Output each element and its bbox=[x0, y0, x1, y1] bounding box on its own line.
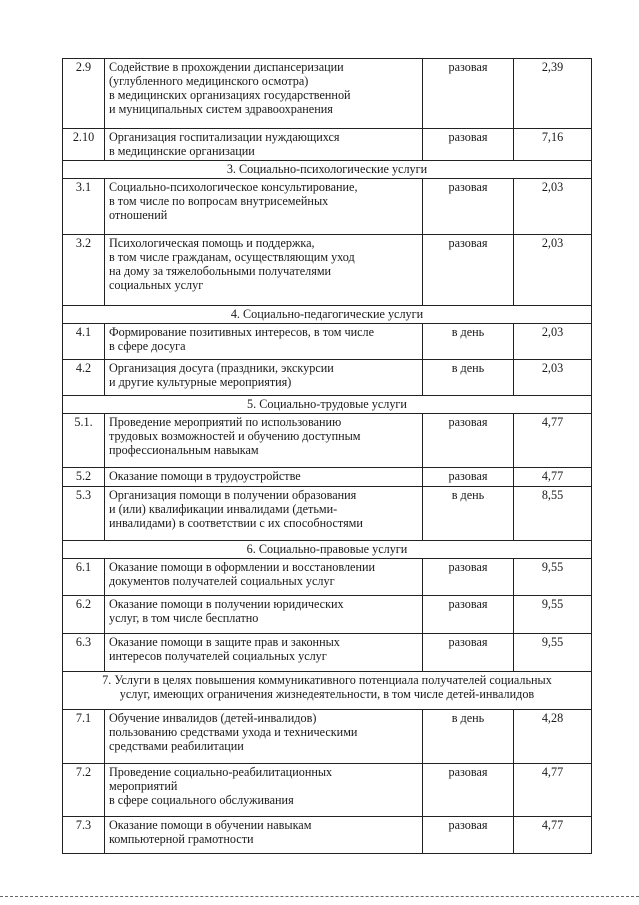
service-name-line: документов получателей социальных услуг bbox=[109, 574, 335, 588]
service-row bbox=[63, 817, 592, 854]
section-title-line: 6. Социально-правовые услуги bbox=[246, 542, 408, 556]
service-name-line: социальных услуг bbox=[109, 278, 204, 292]
service-name-line: Проведение мероприятий по использованию bbox=[109, 415, 342, 429]
service-name bbox=[105, 414, 423, 468]
service-name-line: Содействие в прохождении диспансеризации bbox=[109, 60, 344, 74]
service-name-line: Оказание помощи в получении юридических bbox=[109, 597, 344, 611]
service-row bbox=[63, 710, 592, 764]
service-price: 9,55 bbox=[514, 596, 592, 634]
service-number: 2.10 bbox=[63, 129, 105, 161]
service-price: 4,77 bbox=[514, 468, 592, 487]
service-number: 7.1 bbox=[63, 710, 105, 764]
service-name-line: в том числе по вопросам внутрисемейных bbox=[109, 194, 329, 208]
service-price: 2,03 bbox=[514, 179, 592, 235]
service-name-line: отношений bbox=[109, 208, 168, 222]
service-name-line: Оказание помощи в трудоустройстве bbox=[109, 469, 301, 483]
service-price: 2,03 bbox=[514, 360, 592, 396]
service-name bbox=[105, 817, 423, 854]
section-title-line: услуг, имеющих ограничения жизнедеятельности, в том числе детей-инвалидов bbox=[119, 687, 535, 701]
service-name-line: Психологическая помощь и поддержка, bbox=[109, 236, 315, 250]
service-row bbox=[63, 360, 592, 396]
service-name-line: инвалидами) в соответствии с их способностями bbox=[109, 516, 363, 530]
service-price: 9,55 bbox=[514, 634, 592, 672]
section-header-row bbox=[63, 396, 592, 414]
service-frequency: в день bbox=[423, 324, 514, 360]
service-name-line: профессиональным навыкам bbox=[109, 443, 259, 457]
service-frequency: разовая bbox=[423, 59, 514, 129]
service-frequency: в день bbox=[423, 360, 514, 396]
service-name-line: Оказание помощи в защите прав и законных bbox=[109, 635, 340, 649]
service-price: 2,39 bbox=[514, 59, 592, 129]
service-row bbox=[63, 764, 592, 817]
service-number: 4.1 bbox=[63, 324, 105, 360]
service-frequency: разовая bbox=[423, 596, 514, 634]
service-name-line: средствами реабилитации bbox=[109, 739, 244, 753]
service-row bbox=[63, 179, 592, 235]
service-name bbox=[105, 235, 423, 306]
service-name-line: в медицинских организациях государственной bbox=[109, 88, 351, 102]
section-title bbox=[63, 161, 592, 179]
service-name-line: Обучение инвалидов (детей-инвалидов) bbox=[109, 711, 317, 725]
service-row bbox=[63, 559, 592, 596]
service-row bbox=[63, 235, 592, 306]
service-row bbox=[63, 468, 592, 487]
section-title-line: 5. Социально-трудовые услуги bbox=[247, 397, 407, 411]
service-frequency: разовая bbox=[423, 468, 514, 487]
service-name-line: интересов получателей социальных услуг bbox=[109, 649, 327, 663]
service-number: 2.9 bbox=[63, 59, 105, 129]
section-title-line: 4. Социально-педагогические услуги bbox=[230, 307, 424, 321]
service-name-line: Оказание помощи в обучении навыкам bbox=[109, 818, 312, 832]
section-title bbox=[63, 306, 592, 324]
service-name-line: трудовых возможностей и обучению доступным bbox=[109, 429, 361, 443]
service-price: 4,77 bbox=[514, 817, 592, 854]
service-frequency: разовая bbox=[423, 559, 514, 596]
service-frequency: разовая bbox=[423, 764, 514, 817]
service-price: 2,03 bbox=[514, 324, 592, 360]
service-name bbox=[105, 710, 423, 764]
service-name-line: Оказание помощи в оформлении и восстановлении bbox=[109, 560, 376, 574]
service-price: 9,55 bbox=[514, 559, 592, 596]
section-title bbox=[63, 672, 592, 710]
service-name-line: пользованию средствами ухода и техническими bbox=[109, 725, 358, 739]
service-number: 7.2 bbox=[63, 764, 105, 817]
service-name bbox=[105, 634, 423, 672]
service-name bbox=[105, 179, 423, 235]
service-name-line: компьютерной грамотности bbox=[109, 832, 254, 846]
service-row bbox=[63, 129, 592, 161]
section-header-row bbox=[63, 306, 592, 324]
service-name bbox=[105, 764, 423, 817]
service-frequency: разовая bbox=[423, 235, 514, 306]
service-name-line: услуг, в том числе бесплатно bbox=[109, 611, 259, 625]
service-frequency: в день bbox=[423, 487, 514, 541]
section-title-line: 3. Социально-психологические услуги bbox=[226, 162, 428, 176]
service-name-line: Организация досуга (праздники, экскурсии bbox=[109, 361, 334, 375]
service-frequency: разовая bbox=[423, 129, 514, 161]
service-number: 6.2 bbox=[63, 596, 105, 634]
service-row bbox=[63, 59, 592, 129]
service-name-line: и другие культурные мероприятия) bbox=[109, 375, 292, 389]
service-name bbox=[105, 468, 423, 487]
service-frequency: разовая bbox=[423, 817, 514, 854]
service-name-line: в сфере досуга bbox=[109, 339, 186, 353]
service-name-line: и муниципальных систем здравоохранения bbox=[109, 102, 333, 116]
section-header-row bbox=[63, 541, 592, 559]
service-frequency: в день bbox=[423, 710, 514, 764]
section-title bbox=[63, 541, 592, 559]
service-row bbox=[63, 596, 592, 634]
service-price: 7,16 bbox=[514, 129, 592, 161]
service-row bbox=[63, 414, 592, 468]
service-number: 5.3 bbox=[63, 487, 105, 541]
service-name bbox=[105, 129, 423, 161]
service-price: 8,55 bbox=[514, 487, 592, 541]
service-name-line: Проведение социально-реабилитационных bbox=[109, 765, 333, 779]
service-name-line: Формирование позитивных интересов, в том числе bbox=[109, 325, 375, 339]
service-number: 7.3 bbox=[63, 817, 105, 854]
service-row bbox=[63, 634, 592, 672]
service-frequency: разовая bbox=[423, 414, 514, 468]
service-name bbox=[105, 487, 423, 541]
table-body bbox=[63, 59, 592, 854]
service-number: 4.2 bbox=[63, 360, 105, 396]
section-header-row bbox=[63, 161, 592, 179]
service-number: 3.2 bbox=[63, 235, 105, 306]
service-price: 4,28 bbox=[514, 710, 592, 764]
service-frequency: разовая bbox=[423, 634, 514, 672]
service-name-line: в том числе гражданам, осуществляющим уход bbox=[109, 250, 355, 264]
service-name-line: и (или) квалификации инвалидами (детьми- bbox=[109, 502, 338, 516]
service-name-line: мероприятий bbox=[109, 779, 178, 793]
service-name bbox=[105, 559, 423, 596]
service-number: 5.1. bbox=[63, 414, 105, 468]
service-name bbox=[105, 59, 423, 129]
service-name-line: Социально-психологическое консультирование, bbox=[109, 180, 358, 194]
service-number: 6.1 bbox=[63, 559, 105, 596]
service-name bbox=[105, 324, 423, 360]
service-price: 4,77 bbox=[514, 414, 592, 468]
service-number: 5.2 bbox=[63, 468, 105, 487]
service-name-line: в медицинские организации bbox=[109, 144, 255, 158]
service-frequency: разовая bbox=[423, 179, 514, 235]
service-row bbox=[63, 487, 592, 541]
section-header-row bbox=[63, 672, 592, 710]
service-name-line: Организация помощи в получении образования bbox=[109, 488, 357, 502]
section-title-line: 7. Услуги в целях повышения коммуникативного потенциала получателей социальных bbox=[102, 673, 552, 687]
service-name-line: в сфере социального обслуживания bbox=[109, 793, 294, 807]
page-bottom-edge bbox=[0, 896, 639, 897]
service-row bbox=[63, 324, 592, 360]
service-number: 6.3 bbox=[63, 634, 105, 672]
service-name-line: (углубленного медицинского осмотра) bbox=[109, 74, 309, 88]
service-name-line: на дому за тяжелобольными получателями bbox=[109, 264, 332, 278]
section-title bbox=[63, 396, 592, 414]
service-price: 4,77 bbox=[514, 764, 592, 817]
services-tariff-table bbox=[62, 58, 592, 854]
service-number: 3.1 bbox=[63, 179, 105, 235]
service-name bbox=[105, 360, 423, 396]
service-name bbox=[105, 596, 423, 634]
service-price: 2,03 bbox=[514, 235, 592, 306]
service-name-line: Организация госпитализации нуждающихся bbox=[109, 130, 340, 144]
